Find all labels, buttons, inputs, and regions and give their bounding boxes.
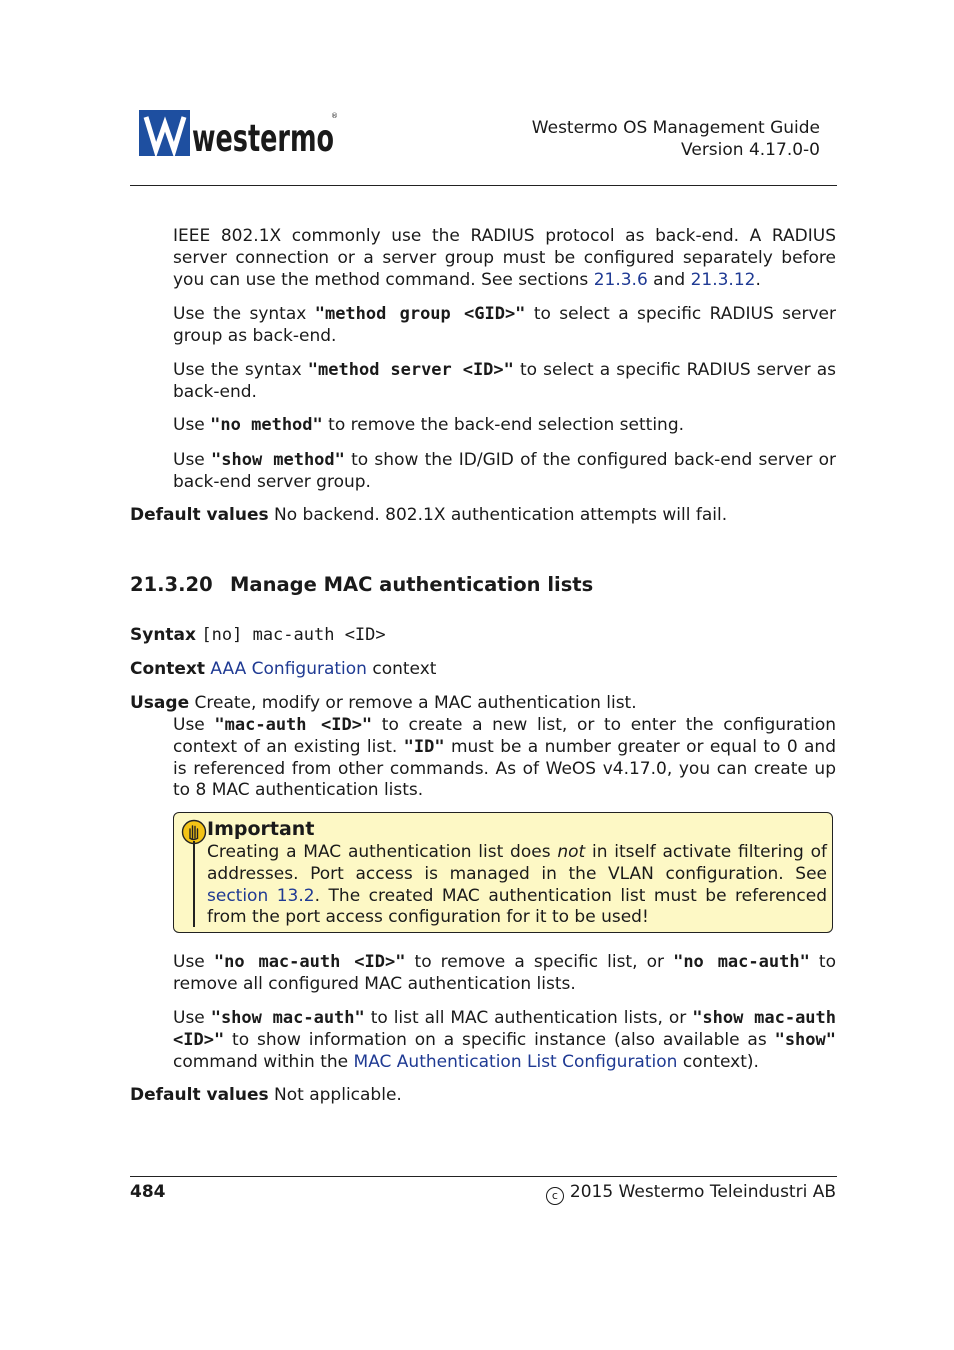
section-title: Manage MAC authentication lists <box>230 573 594 596</box>
important-callout <box>173 812 833 933</box>
westermo-logo <box>139 108 339 158</box>
paragraph-method-group: Use the syntax "method group <GID>" to select a specific RADIUS server group as back-end. <box>173 304 836 346</box>
context-label: Context <box>130 659 206 679</box>
syntax-code: [no] mac-auth <ID> <box>201 625 386 645</box>
page-number: 484 <box>130 1182 166 1202</box>
code-no-method: "no method" <box>210 415 323 435</box>
link-section-13-2[interactable]: section 13.2 <box>207 885 315 906</box>
document-header <box>532 117 820 161</box>
paragraph-show-mac-auth: Use "show mac-auth" to list all MAC authentication lists, or "show mac-auth <ID>" to show information on a specific instance (also available as "show" command within the MAC Authentication List Configuration context). <box>173 1008 837 1072</box>
section-number: 21.3.20 <box>130 573 213 596</box>
paragraph-mac-auth-create: Use "mac-auth <ID>" to create a new list, or to enter the configuration context of an existing list. "ID" must be a number greater or equal to 0 and is referenced from other commands. As of WeOS v4.17.0, you can create up to 8 MAC authentication lists. <box>173 715 836 801</box>
default-values-label: Default values <box>130 505 269 525</box>
document-title: Westermo OS Management Guide <box>531 118 820 138</box>
copyright-icon: c <box>546 1187 564 1205</box>
code-show-mac-auth-id: "show mac-auth <ID>" <box>173 1008 837 1050</box>
important-text: Creating a MAC authentication list does not in itself activate filtering of addresses. Port access is managed in the VLAN configuration. See section 13.2. The created MAC authentication list must be referenced from the port access configuration for it to be used! <box>207 842 828 928</box>
paragraph-no-mac-auth: Use "no mac-auth <ID>" to remove a specific list, or "no mac-auth" to remove all configured MAC authentication lists. <box>173 952 836 994</box>
code-method-server: "method server <ID>" <box>307 360 514 380</box>
copyright-text: 2015 Westermo Teleindustri AB <box>569 1182 836 1202</box>
link-aaa-configuration[interactable]: AAA Configuration <box>210 659 367 679</box>
link-section-21-3-12[interactable]: 21.3.12 <box>690 269 756 290</box>
usage-label: Usage <box>130 693 190 713</box>
svg-text:®: ® <box>331 112 338 120</box>
footer-divider <box>130 1176 837 1177</box>
usage-line: Usage Create, modify or remove a MAC authentication list. <box>130 693 637 713</box>
code-no-mac-auth: "no mac-auth" <box>673 952 810 972</box>
section-heading <box>130 574 593 596</box>
link-section-21-3-6[interactable]: 21.3.6 <box>593 269 648 290</box>
default-values-label: Default values <box>130 1085 269 1105</box>
code-method-group: "method group <GID>" <box>314 304 526 324</box>
paragraph-no-method: Use "no method" to remove the back-end selection setting. <box>173 415 685 435</box>
code-id: "ID" <box>403 736 445 757</box>
callout-bar <box>193 841 195 927</box>
syntax-line <box>130 625 836 647</box>
paragraph-radius-backend: IEEE 802.1X commonly use the RADIUS protocol as back-end. A RADIUS server connection or a server group must be configured separately before you can use the method command. See sections 21.3.6 and 21.3.12. <box>173 226 836 290</box>
logo-wordmark: westermo <box>192 117 334 158</box>
link-mac-auth-list-configuration[interactable]: MAC Authentication List Configuration <box>353 1051 678 1072</box>
paragraph-show-method: Use "show method" to show the ID/GID of the configured back-end server or back-end server group. <box>173 450 836 492</box>
important-title: Important <box>207 818 315 840</box>
paragraph-method-server: Use the syntax "method server <ID>" to select a specific RADIUS server as back-end. <box>173 360 836 402</box>
header-divider <box>130 185 837 186</box>
code-show-mac-auth: "show mac-auth" <box>210 1008 365 1028</box>
default-values-method: Default values No backend. 802.1X authentication attempts will fail. <box>130 505 728 525</box>
syntax-label: Syntax <box>130 625 196 645</box>
code-no-mac-auth-id: "no mac-auth <ID>" <box>213 952 406 972</box>
code-mac-auth-id: "mac-auth <ID>" <box>214 715 373 735</box>
context-line: Context AAA Configuration context <box>130 659 437 679</box>
default-values-mac-auth: Default values Not applicable. <box>130 1085 402 1105</box>
code-show-method: "show method" <box>211 450 345 470</box>
document-version: Version 4.17.0-0 <box>681 140 820 160</box>
copyright <box>546 1182 836 1205</box>
code-show: "show" <box>774 1029 836 1050</box>
